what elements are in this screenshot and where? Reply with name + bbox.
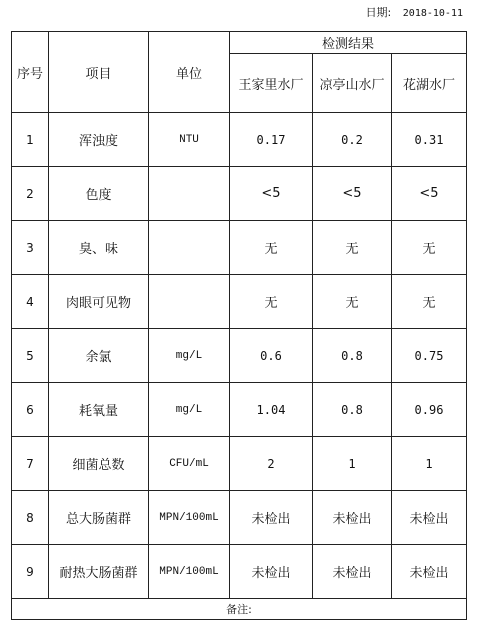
water-quality-table [11, 31, 467, 620]
row-value-huahu: 0.31 [392, 113, 467, 167]
table-row [12, 491, 467, 545]
header-plant-wangjiali: 王家里水厂 [230, 54, 313, 113]
row-value-wangjiali: 1.04 [230, 383, 313, 437]
row-item: 余氯 [49, 329, 149, 383]
header-results-group: 检测结果 [230, 32, 467, 54]
row-unit: CFU/mL [149, 437, 230, 491]
row-value-liangtingshan: 未检出 [313, 491, 392, 545]
row-item: 臭、味 [49, 221, 149, 275]
date-label: 日期: [365, 6, 392, 19]
header-plant-liangtingshan: 凉亭山水厂 [313, 54, 392, 113]
row-number: 5 [12, 329, 49, 383]
row-number: 9 [12, 545, 49, 599]
row-value-liangtingshan: 无 [313, 221, 392, 275]
header-row-top [12, 32, 467, 54]
table-row [12, 275, 467, 329]
table-row [12, 437, 467, 491]
row-value-wangjiali: 2 [230, 437, 313, 491]
row-value-wangjiali: 未检出 [230, 545, 313, 599]
row-value-liangtingshan: 0.8 [313, 383, 392, 437]
row-value-wangjiali: 0.17 [230, 113, 313, 167]
row-item: 肉眼可见物 [49, 275, 149, 329]
row-unit: NTU [149, 113, 230, 167]
header-item: 项目 [49, 32, 149, 113]
row-unit: mg/L [149, 329, 230, 383]
row-value-huahu: 未检出 [392, 491, 467, 545]
row-item: 色度 [49, 167, 149, 221]
row-value-liangtingshan: 1 [313, 437, 392, 491]
row-number: 6 [12, 383, 49, 437]
table-row [12, 383, 467, 437]
row-value-wangjiali: 0.6 [230, 329, 313, 383]
remarks-label: 备注: [12, 599, 467, 620]
row-unit [149, 275, 230, 329]
row-item: 总大肠菌群 [49, 491, 149, 545]
row-value-liangtingshan: 0.8 [313, 329, 392, 383]
date-value: 2018-10-11 [402, 8, 463, 19]
row-value-wangjiali: <5 [230, 167, 313, 221]
row-unit [149, 167, 230, 221]
header-index: 序号 [12, 32, 49, 113]
row-value-wangjiali: 无 [230, 275, 313, 329]
row-value-huahu: 未检出 [392, 545, 467, 599]
row-value-huahu: 0.96 [392, 383, 467, 437]
row-number: 3 [12, 221, 49, 275]
row-item: 耐热大肠菌群 [49, 545, 149, 599]
header-plant-huahu: 花湖水厂 [392, 54, 467, 113]
row-number: 2 [12, 167, 49, 221]
row-unit: MPN/100mL [149, 491, 230, 545]
row-value-liangtingshan: 无 [313, 275, 392, 329]
remarks-row [12, 599, 467, 620]
row-value-huahu: 无 [392, 221, 467, 275]
row-value-liangtingshan: 0.2 [313, 113, 392, 167]
row-value-huahu: 1 [392, 437, 467, 491]
row-value-huahu: 0.75 [392, 329, 467, 383]
row-item: 细菌总数 [49, 437, 149, 491]
row-unit [149, 221, 230, 275]
row-value-wangjiali: 未检出 [230, 491, 313, 545]
row-value-liangtingshan: 未检出 [313, 545, 392, 599]
row-unit: mg/L [149, 383, 230, 437]
row-number: 1 [12, 113, 49, 167]
row-unit: MPN/100mL [149, 545, 230, 599]
row-number: 4 [12, 275, 49, 329]
table-row [12, 167, 467, 221]
row-value-huahu: <5 [392, 167, 467, 221]
date-line [366, 4, 463, 20]
row-value-liangtingshan: <5 [313, 167, 392, 221]
row-item: 耗氧量 [49, 383, 149, 437]
row-number: 7 [12, 437, 49, 491]
table-row [12, 329, 467, 383]
table-row [12, 545, 467, 599]
row-value-wangjiali: 无 [230, 221, 313, 275]
row-item: 浑浊度 [49, 113, 149, 167]
header-unit: 单位 [149, 32, 230, 113]
table-row [12, 221, 467, 275]
row-value-huahu: 无 [392, 275, 467, 329]
row-number: 8 [12, 491, 49, 545]
table-row [12, 113, 467, 167]
